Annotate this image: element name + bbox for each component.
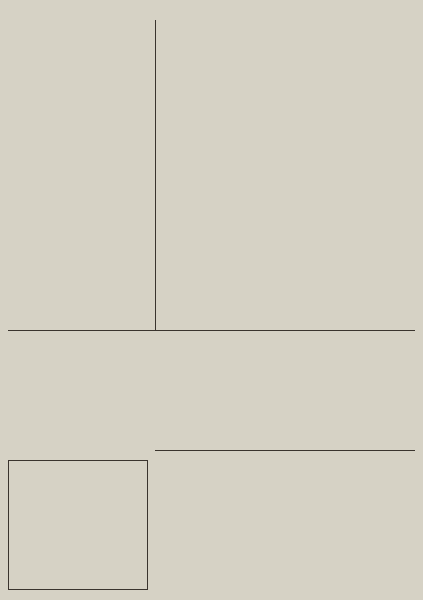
manuscript-body [210, 340, 345, 450]
editorial-body [182, 62, 312, 302]
publisher-address [20, 470, 100, 580]
divider-bottom [155, 450, 415, 451]
colophon-body [160, 450, 290, 590]
divider-vertical [155, 20, 156, 330]
continued-body [8, 20, 168, 170]
members-body [20, 180, 150, 420]
divider-top [8, 330, 415, 331]
